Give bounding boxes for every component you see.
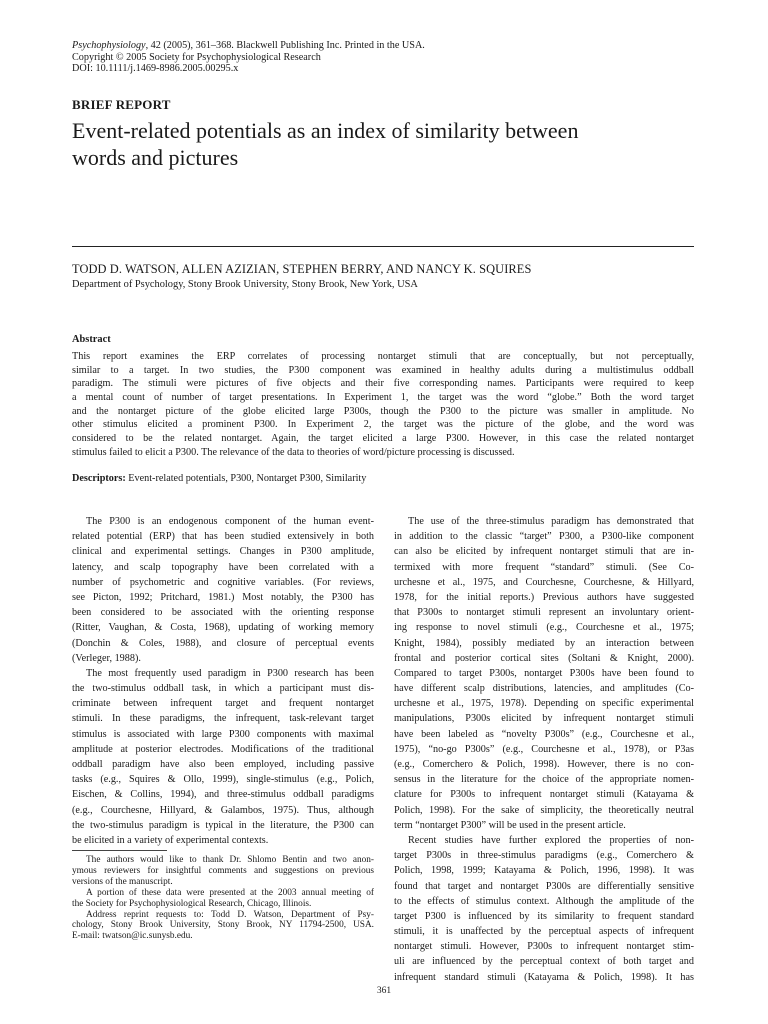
body-text-line: stimulus is associated with large P300 components with maximal — [72, 728, 374, 740]
body-text-line: Compared to target P300s, nontarget P300s have been found to — [394, 667, 694, 679]
body-text-line: number of psychometric and cognitive variables. (For reviews, — [72, 576, 374, 588]
body-text-line: in addition to the classic “target” P300, a P300-like component — [394, 531, 694, 543]
body-text-line: Recent studies have further explored the properties of non- — [408, 834, 694, 846]
body-text-line: oddball paradigm have also been employed, including passive — [72, 759, 374, 770]
journal-header — [72, 40, 672, 75]
body-text-line: tasks (e.g., Squires & Ollo, 1999), single-stimulus (e.g., Polich, — [72, 774, 374, 786]
footnotes — [72, 855, 374, 942]
footnote-line: ymous reviewers for insightful comments and suggestions on previous — [72, 865, 374, 876]
body-text-line: term “nontarget P300” will be used in the present article. — [394, 819, 626, 831]
body-text-line: have been labeled as “novelty P300s” (e.g., Courchesne et al., — [394, 728, 694, 740]
report-type: BRIEF REPORT — [72, 97, 171, 112]
body-text-line: (e.g., Comerchero & Polich, 1998). However, there is no con- — [394, 759, 694, 770]
body-text-line: amplitude at posterior electrodes. Modifications of the traditional — [72, 743, 374, 755]
right-column — [394, 514, 694, 985]
body-text-line: infrequent standard stimuli (Katayama & Polich, 1998). It has — [394, 971, 694, 983]
body-text-line: stimuli, it is unaffected by the perceptual aspects of infrequent — [394, 926, 694, 938]
body-text-line: uli are influenced by the perceptual context of both target and — [394, 956, 694, 968]
copyright-line: Copyright © 2005 Society for Psychophysiological Research — [72, 51, 321, 63]
body-text-line: manipulations, P300s elicited by infrequent nontarget stimuli — [394, 713, 694, 725]
body-text-line: (Ritter, Vaughan, & Costa, 1968), updating of working memory — [72, 622, 374, 634]
page-number: 361 — [376, 986, 392, 996]
abstract-line: other stimulus elicited a prominent P300. In Experiment 2, the target was the picture of the globe, and the word was — [72, 419, 694, 431]
abstract-line: considered to be the related nontarget. Again, the target elicited a large P300. However, in this case the related nontarget — [72, 432, 694, 444]
abstract-line: a mental count of number of target presentations. In Experiment 1, the target was the word “globe.” Both the word target — [72, 391, 694, 403]
body-text-line: Polich, 1998, 1999; Katayama & Polich, 1996, 1998). It was — [394, 865, 694, 877]
left-column — [72, 514, 374, 848]
body-text-line: clature for P300s to infrequent nontarget stimuli (Katayama & — [394, 789, 694, 801]
body-text-line: The use of the three-stimulus paradigm has demonstrated that — [408, 516, 694, 527]
title-line: Event-related potentials as an index of similarity between — [72, 118, 579, 143]
body-text-line: see Picton, 1992; Pritchard, 1981.) Most notably, the P300 has — [72, 591, 374, 603]
descriptors-text: Event-related potentials, P300, Nontarget P300, Similarity — [125, 473, 367, 484]
body-text-line: urchesne et al., 1975, and Courchesne, Courchesne, & Hillyard, — [394, 576, 694, 588]
footnote-line: versions of the manuscript. — [72, 876, 173, 887]
body-text-line: target P300s in three-stimulus paradigms (e.g., Comerchero & — [394, 850, 694, 862]
title-divider — [72, 246, 694, 247]
footnote-line: A portion of these data were presented at the 2003 annual meeting of — [86, 887, 374, 898]
title-line: words and pictures — [72, 145, 239, 170]
abstract-heading: Abstract — [72, 334, 111, 345]
footnote-divider — [72, 850, 167, 851]
body-text-line: 1978, for the initial reports.) Previous authors have suggested — [394, 591, 694, 603]
abstract-line: similar to a target. In two studies, the P300 component was examined in healthy adults during a multistimulus oddball — [72, 364, 694, 376]
body-text-line: that P300s to nontarget stimuli represent an involuntary orient- — [394, 607, 694, 619]
body-text-line: (Verleger, 1988). — [72, 652, 141, 664]
body-text-line: be elicited in a variety of experimental contexts. — [72, 834, 269, 846]
body-text-line: can also be elicited by infrequent nontarget stimuli that are in- — [394, 546, 694, 558]
body-text-line: Knight, 1984), possibly mediated by an interaction between — [394, 637, 694, 649]
abstract-body — [72, 350, 694, 459]
abstract-line: stimulus failed to elicit a P300. The relevance of the data to theories of word/picture processing is discussed. — [72, 446, 515, 458]
footnote-line: the Society for Psychophysiological Research, Chicago, Illinois. — [72, 898, 312, 909]
body-text-line: Polich, 1998). For the sake of simplicity, the theoretically neutral — [394, 804, 694, 816]
author-list: TODD D. WATSON, ALLEN AZIZIAN, STEPHEN BERRY, AND NANCY K. SQUIRES — [72, 262, 532, 276]
footnote-line: The authors would like to thank Dr. Shlomo Bentin and two anon- — [86, 855, 374, 865]
body-text-line: urchesne et al., 1975, 1978). Depending on specific experimental — [394, 698, 694, 710]
body-text-line: stimuli. In these paradigms, the infrequent, task-relevant target — [72, 713, 374, 725]
body-text-line: The most frequently used paradigm in P300 research has been — [86, 667, 374, 679]
affiliation: Department of Psychology, Stony Brook University, Stony Brook, New York, USA — [72, 279, 418, 290]
abstract-line: This report examines the ERP correlates of processing nontarget stimuli that are conceptually, but not perceptually, — [72, 351, 694, 362]
body-text-line: latency, and scalp topography have been correlated with a — [72, 561, 374, 573]
body-text-line: target P300 is influenced by its similarity to frequent standard — [394, 910, 694, 922]
body-text-line: (Donchin & Coles, 1988), and closure of perceptual events — [72, 637, 374, 649]
footnote-line: Address reprint requests to: Todd D. Watson, Department of Psy- — [86, 909, 374, 920]
abstract-line: and the nontarget picture of the globe elicited large P300s, though the P300 to the picture was smaller in amplitude. No — [72, 405, 694, 417]
citation-line — [72, 40, 672, 52]
journal-name: Psychophysiology — [72, 40, 146, 51]
body-text-line: clinical and experimental settings. Changes in P300 amplitude, — [72, 546, 374, 558]
body-text-line: Eischen, & Collins, 1994), and three-stimulus oddball paradigms — [72, 789, 374, 801]
body-text-line: frontal and posterior cortical sites (Soltani & Knight, 2000). — [394, 652, 694, 664]
footnote-line: chology, Stony Brook University, Stony Brook, NY 11794-2500, USA. — [72, 920, 374, 931]
body-text-line: found that target and nontarget P300s are differentially sensitive — [394, 880, 694, 892]
body-text-line: The P300 is an endogenous component of the human event- — [86, 516, 374, 527]
abstract-line: paradigm. The stimuli were pictures of five objects and their five corresponding names. Participants were required to keep — [72, 378, 694, 390]
citation-details: , 42 (2005), 361–368. Blackwell Publishing Inc. Printed in the USA. — [145, 40, 425, 51]
body-text-line: termixed with more frequent “standard” stimuli. (See Co- — [394, 561, 694, 573]
body-text-line: to the effects of stimulus context. Although the amplitude of the — [394, 895, 694, 907]
footnote-line: E-mail: twatson@ic.sunysb.edu. — [72, 931, 193, 942]
doi-line: DOI: 10.1111/j.1469-8986.2005.00295.x — [72, 63, 239, 75]
descriptors-label: Descriptors: — [72, 473, 126, 484]
descriptors — [72, 473, 366, 484]
body-text-line: have different scalp distributions, latencies, and amplitudes (Co- — [394, 683, 694, 695]
body-text-line: the two-stimulus oddball task, in which a participant must dis- — [72, 683, 374, 695]
body-text-line: (e.g., Courchesne, Hillyard, & Galambos, 1975). Thus, although — [72, 804, 374, 816]
article-title — [72, 117, 712, 171]
body-text-line: sensus in the literature for the choice of the appropriate nomen- — [394, 774, 694, 786]
body-text-line: the two-stimulus paradigm is typical in the literature, the P300 can — [72, 819, 374, 831]
body-text-line: 1975), “no-go P300s” (e.g., Courchesne et al., 1978), or P3as — [394, 743, 694, 755]
body-text-line: ing response to novel stimuli (e.g., Courchesne et al., 1975; — [394, 622, 694, 634]
body-text-line: related potential (ERP) that has been studied extensively in both — [72, 531, 374, 543]
body-text-line: criminate between infrequent target and frequent nontarget — [72, 698, 374, 710]
body-text-line: been considered to be associated with the orienting response — [72, 607, 374, 619]
body-text-line: nontarget stimuli. However, P300s to infrequent nontarget stim- — [394, 941, 694, 953]
